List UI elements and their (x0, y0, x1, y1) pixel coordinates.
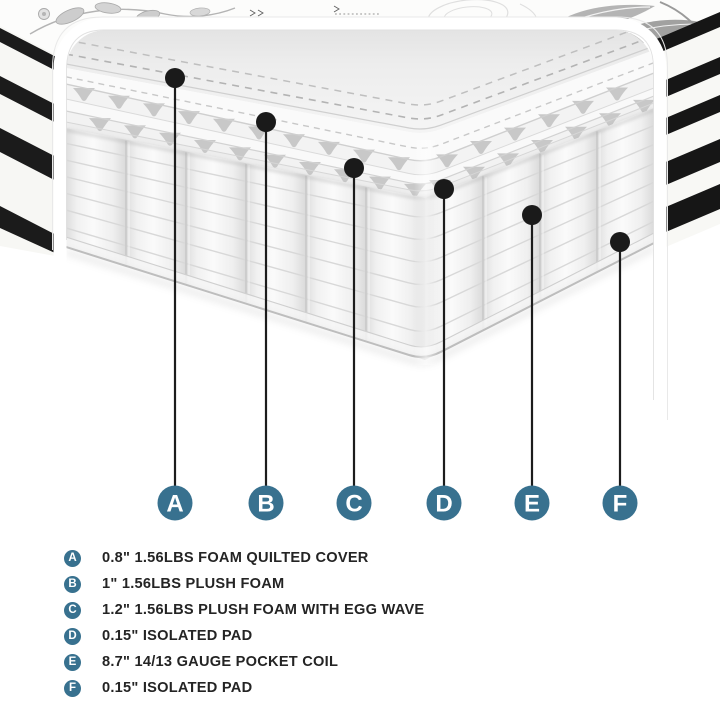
legend-row-f (64, 675, 424, 701)
callout-letter: F (612, 490, 628, 518)
callout-dot (256, 112, 276, 132)
legend-label: 8.7" 14/13 GAUGE POCKET COIL (102, 654, 339, 670)
legend-badge: D (64, 628, 81, 645)
legend-row-c (64, 597, 424, 623)
corner-highlight (414, 140, 438, 365)
legend-label: 0.15" ISOLATED PAD (102, 680, 253, 696)
callout-letter: C (345, 490, 363, 518)
callout-dot (522, 205, 542, 225)
legend-label: 0.15" ISOLATED PAD (102, 628, 253, 644)
callout-dot (434, 179, 454, 199)
callout-dot (165, 68, 185, 88)
legend-row-e (64, 649, 424, 675)
callout-dot (344, 158, 364, 178)
legend-badge: F (64, 680, 81, 697)
legend-row-b (64, 571, 424, 597)
callout-letter: A (166, 490, 184, 518)
legend-label: 0.8" 1.56LBS FOAM QUILTED COVER (102, 550, 369, 566)
legend-label: 1.2" 1.56LBS PLUSH FOAM WITH EGG WAVE (102, 602, 425, 618)
callout-letter: D (435, 490, 453, 518)
legend-badge: C (64, 602, 81, 619)
callout-dot (610, 232, 630, 252)
layer-legend (64, 545, 424, 701)
legend-row-a (64, 545, 424, 571)
callout-letter: B (257, 490, 275, 518)
legend-badge: E (64, 654, 81, 671)
legend-label: 1" 1.56LBS PLUSH FOAM (102, 576, 285, 592)
callout-letter: E (523, 490, 541, 518)
legend-badge: B (64, 576, 81, 593)
legend-row-d (64, 623, 424, 649)
legend-badge: A (64, 550, 81, 567)
